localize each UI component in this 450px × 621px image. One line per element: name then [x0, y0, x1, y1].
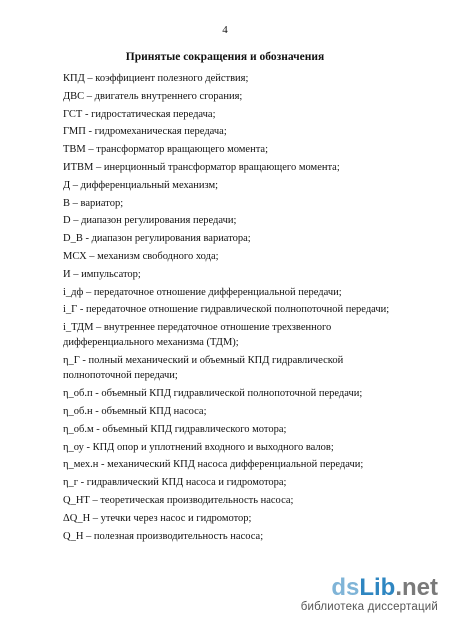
list-item: η_оу - КПД опор и уплотнений входного и выходного валов;	[63, 441, 334, 453]
logo-part-net: .net	[395, 574, 438, 601]
list-item: ГМП - гидромеханическая передача;	[63, 126, 227, 138]
watermark-subtitle: библиотека диссертаций	[300, 601, 438, 613]
list-item: В – вариатор;	[63, 197, 124, 209]
dslib-logo	[301, 576, 438, 600]
dslib-watermark	[301, 576, 438, 613]
list-item: ТВМ – трансформатор вращающего момента;	[63, 144, 269, 156]
list-item: η_мех.н - механический КПД насоса дифференциальной передачи;	[63, 459, 364, 471]
list-item: η_об.п - объемный КПД гидравлической полнопоточной передачи;	[63, 388, 363, 400]
list-item: ГСТ - гидростатическая передача;	[63, 108, 216, 120]
list-item: η_об.н - объемный КПД насоса;	[63, 405, 207, 417]
list-item: МСХ – механизм свободного хода;	[63, 250, 219, 262]
list-item: η_об.м - объемный КПД гидравлического мотора;	[63, 423, 287, 435]
abbreviation-list	[63, 71, 390, 546]
list-item: i_Г - передаточное отношение гидравлической полнопоточной передачи;	[63, 304, 390, 316]
list-item: КПД – коэффициент полезного действия;	[63, 73, 249, 84]
page-title: Принятые сокращения и обозначения	[125, 51, 325, 63]
list-item: i_дф – передаточное отношение дифференциальной передачи;	[63, 286, 342, 298]
list-item: Д – дифференциальный механизм;	[63, 179, 219, 191]
list-item: D – диапазон регулирования передачи;	[63, 215, 237, 227]
list-item: И – импульсатор;	[63, 268, 141, 280]
page-number: 4	[222, 24, 228, 36]
list-item: Q_НТ – теоретическая производительность насоса;	[63, 494, 294, 506]
list-item: i_ТДМ – внутреннее передаточное отношение трехзвенного дифференциального механизма (ТДМ);	[63, 322, 332, 349]
logo-part-lib: Lib	[359, 574, 396, 601]
logo-part-ds: ds	[331, 574, 360, 601]
list-item: ΔQ_Н – утечки через насос и гидромотор;	[63, 512, 252, 524]
list-item: Q_Н – полезная производительность насоса;	[63, 530, 264, 542]
list-item: η_г - гидравлический КПД насоса и гидромотора;	[63, 477, 287, 489]
list-item: ДВС – двигатель внутреннего сгорания;	[63, 90, 243, 102]
list-item: D_B - диапазон регулирования вариатора;	[63, 233, 251, 245]
list-item: η_Г - полный механический и объемный КПД гидравлической полнопоточной передачи;	[63, 355, 344, 382]
list-item: ИТВМ – инерционный трансформатор вращающего момента;	[63, 161, 340, 173]
